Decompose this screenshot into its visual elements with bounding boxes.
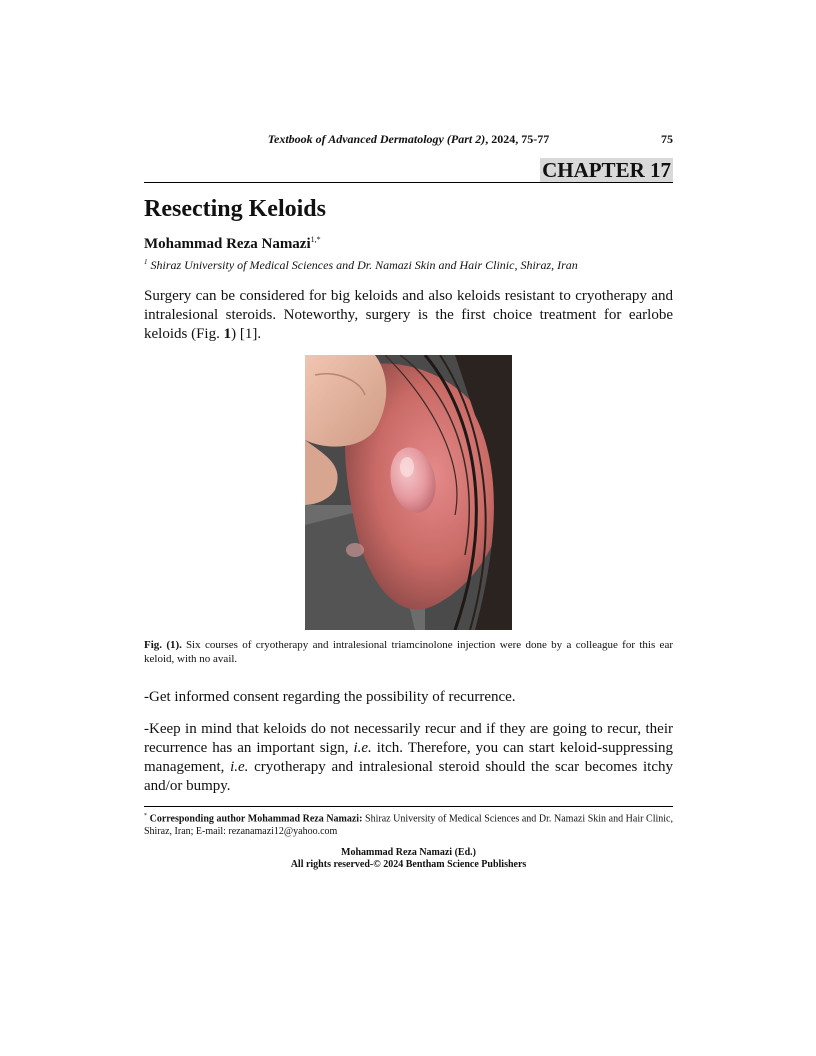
- recurrence-text-c: cryotherapy and intralesional steroid should the scar becomes itchy and/or bumpy.: [144, 759, 673, 794]
- caption-text: Six courses of cryotherapy and intralesional triamcinolone injection were done by a colleague for this ear keloid, with no avail.: [144, 639, 673, 665]
- intro-text-b: ) [1].: [231, 326, 262, 342]
- figure-label: Fig. (1).: [144, 639, 182, 651]
- figure-caption: [144, 638, 673, 666]
- recurrence-text-b: itch. Therefore, you can start keloid-suppressing management,: [144, 740, 673, 775]
- footnote-bold: Corresponding author Mohammad Reza Namazi:: [149, 813, 363, 825]
- intro-paragraph: [144, 287, 673, 344]
- affiliation-superscript: 1: [144, 258, 148, 266]
- footnote-divider: [144, 806, 673, 807]
- journal-citation: [144, 132, 673, 147]
- footnote-text: Shiraz University of Medical Sciences and Dr. Namazi Skin and Hair Clinic, Shiraz, Iran; E-mail: rezanamazi12@yahoo.com: [144, 813, 674, 838]
- footer-editor: Mohammad Reza Namazi (Ed.): [341, 847, 476, 858]
- affiliation-text: Shiraz University of Medical Sciences and Dr. Namazi Skin and Hair Clinic, Shiraz, Iran: [150, 258, 578, 272]
- figure-reference: 1: [223, 326, 232, 342]
- publisher-footer: [144, 847, 673, 871]
- chapter-divider: [144, 182, 673, 183]
- author-line: [144, 235, 321, 253]
- journal-meta: , 2024, 75-77: [485, 132, 550, 146]
- author-superscript: 1,*: [310, 235, 321, 244]
- ie-abbrev-1: i.e.: [353, 740, 372, 756]
- ear-keloid-illustration: [305, 355, 512, 630]
- author-affiliation: [144, 258, 578, 273]
- chapter-title: Resecting Keloids: [144, 196, 326, 222]
- ie-abbrev-2: i.e.: [230, 759, 249, 775]
- footnote-star: *: [144, 813, 147, 819]
- intro-text-a: Surgery can be considered for big keloids and also keloids resistant to cryotherapy and intralesional steroids. Noteworthy, surgery is the first choice treatment for earlobe keloids (Fig.: [144, 288, 673, 342]
- consent-paragraph: -Get informed consent regarding the possibility of recurrence.: [144, 689, 516, 705]
- ear-keloid-photo: [305, 355, 512, 630]
- page-number: 75: [661, 132, 673, 146]
- corresponding-author-footnote: [144, 810, 673, 838]
- journal-title: Textbook of Advanced Dermatology (Part 2): [267, 132, 486, 146]
- recurrence-text-a: -Keep in mind that keloids do not necessarily recur and if they are going to recur, their recurrence has an important sign,: [144, 721, 673, 756]
- recurrence-paragraph: [144, 720, 673, 796]
- author-name: Mohammad Reza Namazi: [144, 236, 311, 252]
- chapter-label: CHAPTER 17: [542, 158, 671, 182]
- footer-rights: All rights reserved-© 2024 Bentham Science Publishers: [290, 859, 527, 870]
